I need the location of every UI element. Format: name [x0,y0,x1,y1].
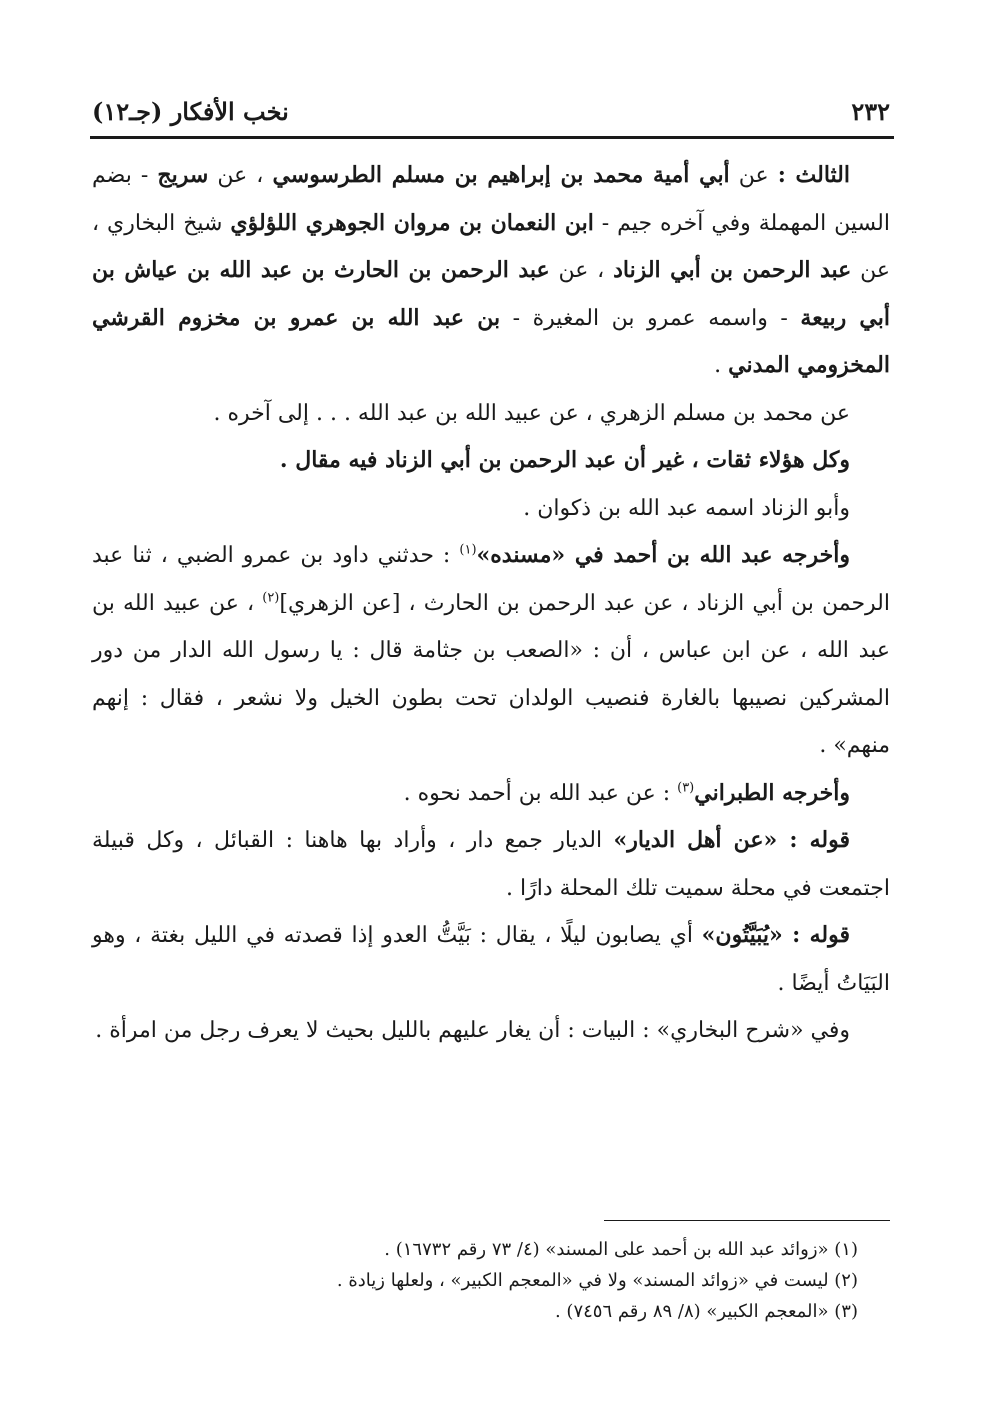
footnote-ref: (١) [459,542,477,558]
footnote-ref: (٢) [262,590,280,606]
text-bold: قوله : «عن أهل الديار» [613,827,851,853]
footnotes [92,1234,858,1327]
narrator-name: أبي أمية محمد بن إبراهيم بن مسلم الطرسوسي [272,162,730,188]
narrator-name: عبد الرحمن بن الحارث بن عبد الله بن عياش بن أبي ربيعة [92,257,890,331]
footnote-2: (٢) ليست في «زوائد المسند» ولا في «المعجم الكبير» ، ولعلها زيادة . [336,1270,858,1291]
text: ، عن [549,258,614,283]
text: الديار جمع دار ، وأراد بها هاهنا : القبائل ، وكل قبيلة اجتمعت في محلة سميت تلك المحلة دارًا . [92,828,890,901]
text: - بضم السين المهملة وفي آخره جيم - [92,163,890,236]
narrator-name: عبد الرحمن بن أبي الزناد [613,257,852,283]
text: . [714,353,729,378]
footnote-ref: (٣) [677,780,695,796]
main-text [92,152,890,1055]
text: - واسمه عمرو بن المغيرة - [500,305,801,331]
narrator-name: ابن النعمان بن مروان الجوهري اللؤلؤي [230,209,594,236]
paragraph-name-note: وأبو الزناد اسمه عبد الله بن ذكوان . [523,495,850,521]
paragraph-isnad [92,152,890,390]
paragraph-bukhari-note: وفي «شرح البخاري» : البيات : أن يغار عليهم بالليل بحيث لا يعرف رجل من امرأة . [95,1018,850,1043]
text-bold: الثالث : [777,162,850,188]
footnote-1: (١) «زوائد عبد الله بن أحمد على المسند» (٤/ ٧٣ رقم ١٦٧٣٢) . [384,1239,858,1260]
text: ، عن عبيد الله بن عبد الله ، عن ابن عباس ، أن : «الصعب بن جثامة قال : يا رسول الله الدار من دور المشركين نصيبها بالغارة فنصيب الولدان تحت بطون الخيل ولا نشعر ، فقال : إنهم منهم» . [92,590,890,758]
text-bold: وأخرجه عبد الله بن أحمد في «مسنده» [476,542,851,568]
paragraph-tabarani [92,770,890,818]
text: ، عن [208,163,273,188]
narrator-name: بن عبد الله بن عمرو بن مخزوم القرشي المخزومي المدني [92,304,890,378]
page-number: ٢٣٢ [851,97,890,126]
text: شيخ البخاري ، عن [92,210,890,283]
footnote-rule [604,1220,890,1221]
paragraph-takhrij [92,532,890,770]
paragraph-yubayyatun [92,912,890,1007]
paragraph-diyar [92,817,890,912]
paragraph-grading: وكل هؤلاء ثقات ، غير أن عبد الرحمن بن أبي الزناد فيه مقال . [279,447,850,473]
paragraph-chain: عن محمد بن مسلم الزهري ، عن عبيد الله بن عبد الله . . . إلى آخره . [213,400,850,426]
page-header [92,92,890,126]
text: : عن عبد الله بن أحمد نحوه . [403,780,678,806]
text-bold: قوله : «يُبَيَّتُون» [701,922,850,948]
footnote-3: (٣) «المعجم الكبير» (٨/ ٨٩ رقم ٧٤٥٦) . [554,1301,858,1322]
text-bold: وأخرجه الطبراني [694,779,850,806]
header-rule [90,136,894,139]
text: عن [729,163,778,188]
text: أي يصابون ليلًا ، يقال : بَيَّتُّ العدو إذا قصدته في الليل بغتة ، وهو البَيَاتُ أيضًا . [92,923,890,996]
running-title: نخب الأفكار (جـ١٢) [92,97,289,126]
text: : حدثني داود بن عمرو الضبي ، ثنا عبد الرحمن بن أبي الزناد ، عن عبد الرحمن بن الحارث ، [عن الزهري] [92,543,890,616]
narrator-name: سريج [157,162,209,188]
